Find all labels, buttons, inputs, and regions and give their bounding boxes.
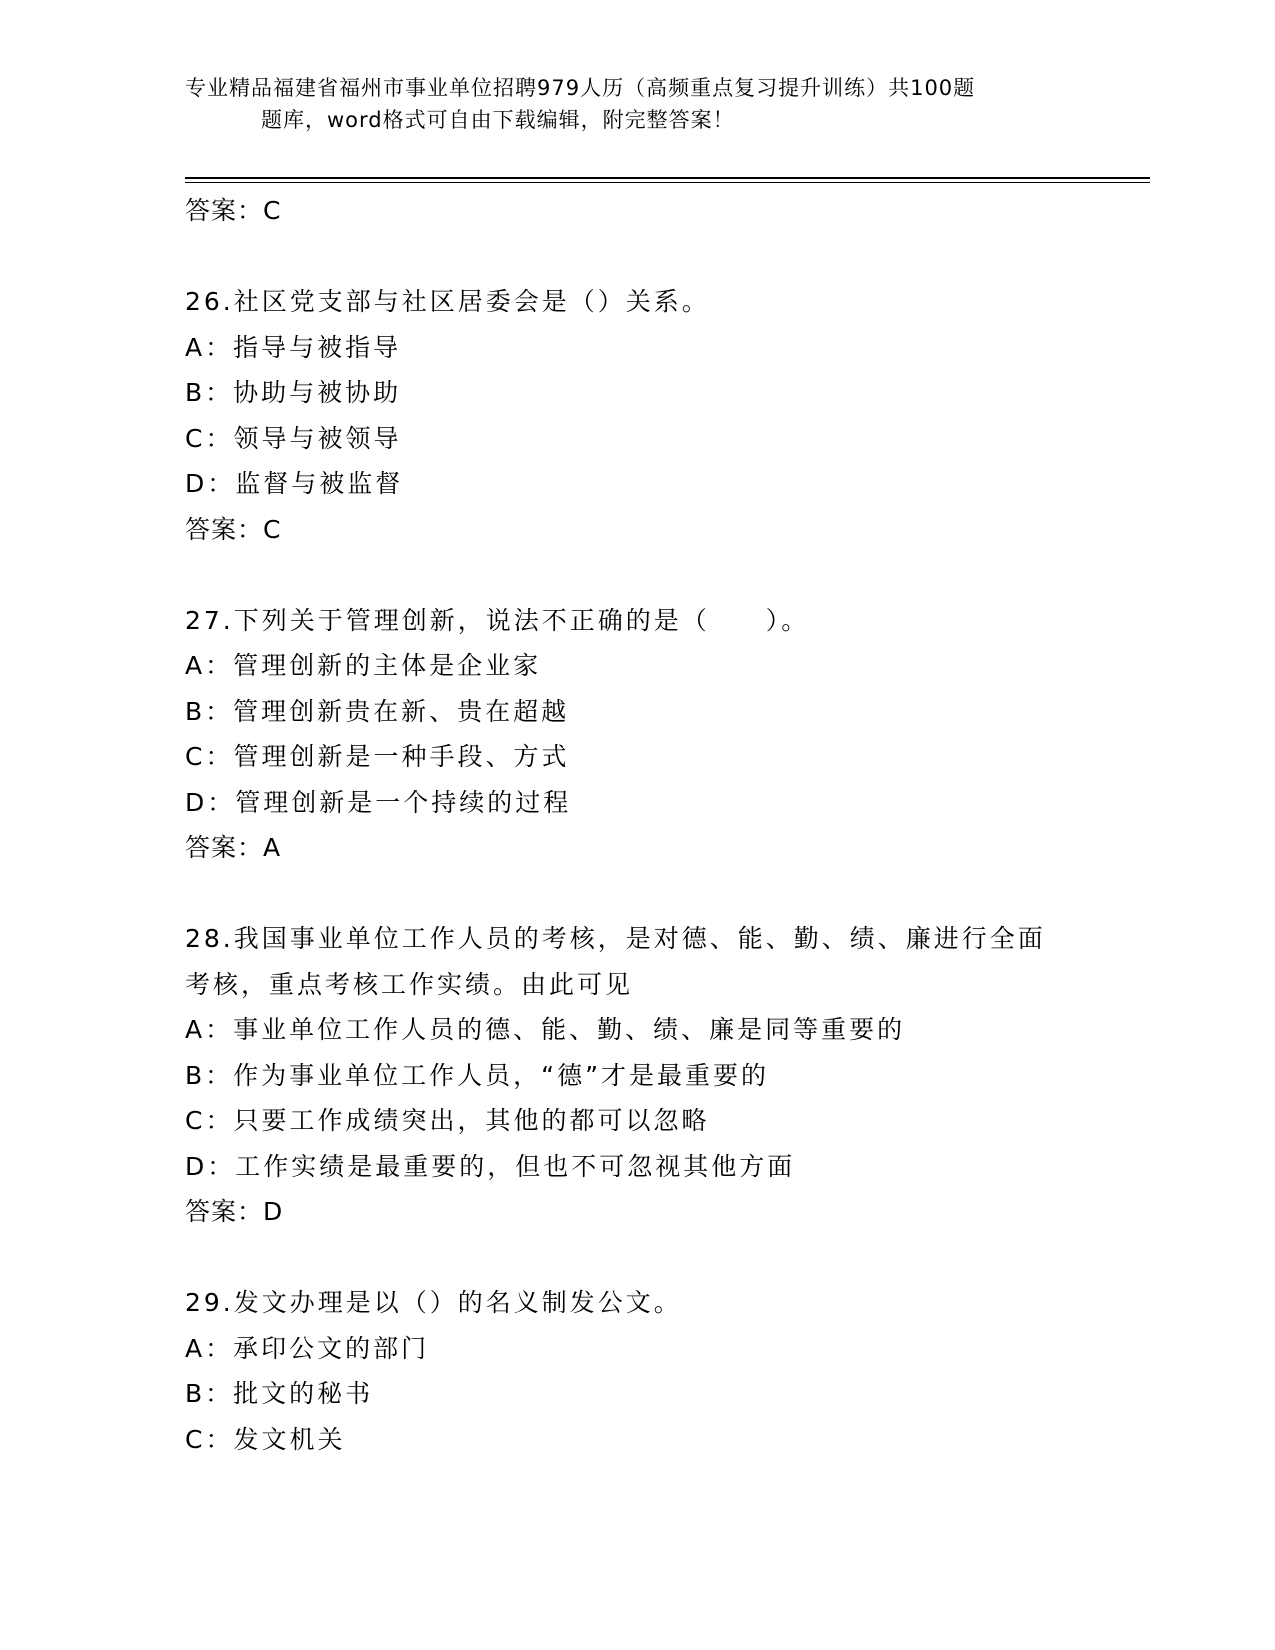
option-b: B：管理创新贵在新、贵在超越 [185, 696, 570, 726]
question-stem-continued: 考核，重点考核工作实绩。由此可见 [185, 969, 634, 999]
option-c: C：发文机关 [185, 1424, 346, 1454]
question-stem: 28.我国事业单位工作人员的考核，是对德、能、勤、绩、廉进行全面 [185, 924, 1046, 953]
header-divider-thick [185, 177, 1150, 179]
question-27 [185, 598, 1085, 871]
option-c: C：管理创新是一种手段、方式 [185, 742, 570, 771]
header-title-line-1: 专业精品福建省福州市事业单位招聘979人历（高频重点复习提升训练）共100题 [185, 76, 976, 100]
option-c: C：只要工作成绩突出，其他的都可以忽略 [185, 1106, 710, 1135]
answer-line: 答案：C [185, 514, 282, 544]
question-stem: 26.社区党支部与社区居委会是（）关系。 [185, 287, 710, 316]
question-29 [185, 1280, 1085, 1462]
answer-line: 答案：C [185, 196, 282, 225]
answer-line: 答案：D [185, 1197, 284, 1226]
option-a: A：管理创新的主体是企业家 [185, 651, 542, 680]
question-26 [185, 279, 1085, 552]
header-title-line-2: 题库，word格式可自由下载编辑，附完整答案！ [261, 108, 735, 132]
option-d: D：工作实绩是最重要的，但也不可忽视其他方面 [185, 1151, 796, 1181]
question-stem: 27.下列关于管理创新，说法不正确的是（ ）。 [185, 605, 810, 635]
option-b: B：批文的秘书 [185, 1379, 374, 1408]
option-b: B：协助与被协助 [185, 378, 402, 407]
question-stem: 29.发文办理是以（）的名义制发公文。 [185, 1288, 682, 1317]
option-d: D：管理创新是一个持续的过程 [185, 787, 572, 817]
option-c: C：领导与被领导 [185, 423, 402, 453]
option-b: B：作为事业单位工作人员，“德”才是最重要的 [185, 1060, 770, 1090]
answer-line: 答案：A [185, 833, 282, 862]
option-a: A：指导与被指导 [185, 332, 402, 362]
option-a: A：事业单位工作人员的德、能、勤、绩、廉是同等重要的 [185, 1015, 906, 1044]
question-list [185, 188, 1085, 1462]
page-header [185, 72, 1085, 136]
header-divider-thin [185, 182, 1150, 183]
question-28 [185, 916, 1085, 1235]
option-d: D：监督与被监督 [185, 469, 404, 498]
option-a: A：承印公文的部门 [185, 1333, 430, 1363]
